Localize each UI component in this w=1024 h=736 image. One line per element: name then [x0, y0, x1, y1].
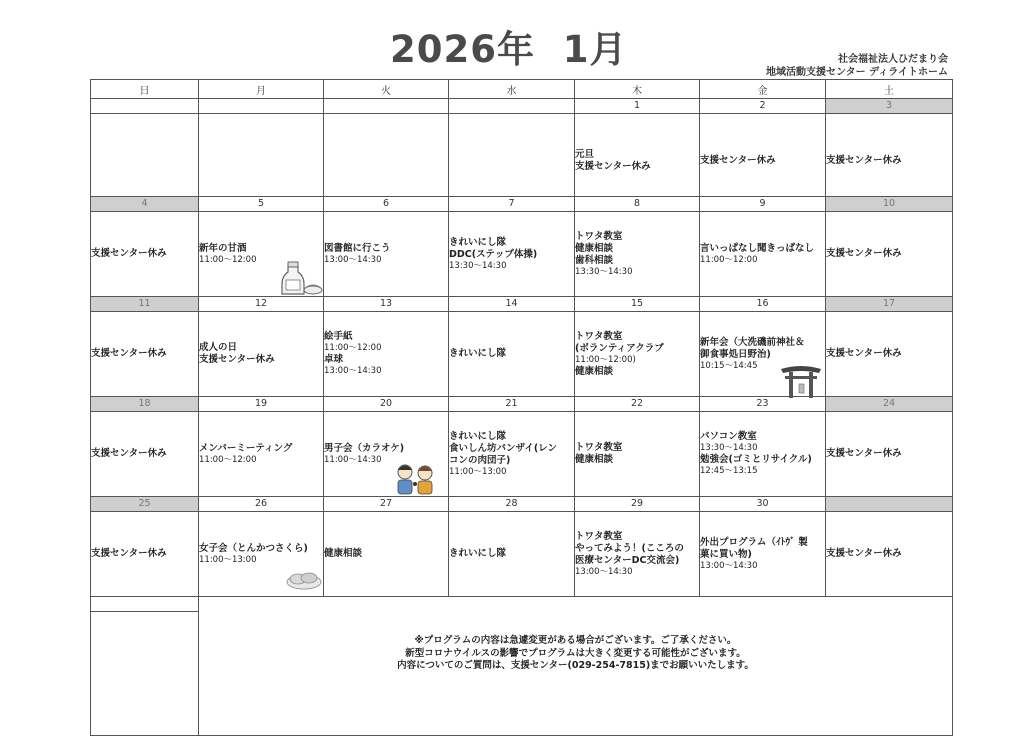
- organization-line-1: 社会福祉法人ひだまり会: [838, 54, 948, 65]
- notes-row: [91, 597, 953, 736]
- day-cell: [826, 114, 953, 197]
- date-cell: 17: [826, 297, 953, 312]
- day-cell: [199, 312, 324, 397]
- date-cell: 2: [700, 99, 826, 114]
- calendar-body: [91, 99, 953, 597]
- event-title: 支援センター休み: [826, 248, 902, 259]
- event-time: 12:45～13:15: [700, 466, 758, 476]
- date-cell: 6: [324, 197, 449, 212]
- weekday-header-row: [91, 80, 953, 99]
- weekday-sunday: 日: [91, 80, 199, 99]
- date-cell: 13: [324, 297, 449, 312]
- event-title: 支援センター休み: [700, 155, 776, 166]
- day-cell: [826, 212, 953, 297]
- day-cell: [91, 114, 199, 197]
- date-cell: 28: [449, 497, 575, 512]
- event-time: 13:30～14:30: [449, 260, 507, 271]
- event-time: 13:00～14:30: [324, 254, 382, 265]
- event-time: 11:00～13:00: [449, 466, 507, 477]
- day-cell: [324, 312, 449, 397]
- date-cell: 14: [449, 297, 575, 312]
- organization-name: [766, 53, 948, 79]
- day-cell: [449, 412, 575, 497]
- date-cell: 24: [826, 397, 953, 412]
- event-title: 健康相談: [324, 548, 363, 559]
- event-title: コンの肉団子): [449, 454, 511, 466]
- event-title: きれいにし隊: [449, 348, 507, 359]
- event-title: 歯科相談: [575, 254, 614, 266]
- event-time: 11:00～12:00: [199, 254, 257, 265]
- event-title: 支援センター休み: [826, 548, 902, 559]
- date-cell: 27: [324, 497, 449, 512]
- day-cell: [575, 212, 700, 297]
- date-row: [91, 397, 953, 412]
- day-cell: [826, 512, 953, 597]
- event-title: 男子会（カラオケ): [324, 442, 405, 454]
- weekday-monday: 月: [199, 80, 324, 99]
- day-cell: [449, 212, 575, 297]
- event-title: メンバーミーティング: [199, 442, 293, 454]
- event-title: トワタ教室: [575, 530, 623, 542]
- notes-left-divider: [91, 597, 198, 612]
- event-title: 支援センター休み: [91, 248, 167, 259]
- day-cell: [575, 512, 700, 597]
- event-title: 勉強会(ゴミとリサイクル): [700, 454, 812, 465]
- day-cell: [700, 114, 826, 197]
- notes-left-cell: [91, 597, 199, 736]
- note-line-3: 内容についてのご質問は、支援センター(029-254-7815)までお願いいたします。: [397, 660, 754, 671]
- event-title: 支援センター休み: [91, 348, 167, 359]
- day-cell: [199, 114, 324, 197]
- day-cell: [91, 312, 199, 397]
- event-title: やってみよう！(こころの: [575, 542, 684, 554]
- event-title: 支援センター休み: [199, 354, 275, 365]
- day-cell: [449, 512, 575, 597]
- date-cell: 10: [826, 197, 953, 212]
- event-title: 新年の甘酒: [199, 242, 247, 254]
- event-title: 支援センター休み: [826, 155, 902, 166]
- event-time: 13:00～14:30: [700, 560, 758, 571]
- event-title: パソコン教室: [700, 431, 757, 442]
- date-cell: 29: [575, 497, 700, 512]
- date-cell: [449, 99, 575, 114]
- date-cell: 15: [575, 297, 700, 312]
- weekday-tuesday: 火: [324, 80, 449, 99]
- organization-line-2: 地域活動支援センター ディライトホーム: [766, 67, 948, 78]
- event-time: 13:00～14:30: [324, 366, 382, 376]
- day-cell: [91, 212, 199, 297]
- events-row: [91, 512, 953, 597]
- day-cell: [575, 114, 700, 197]
- date-cell: 23: [700, 397, 826, 412]
- event-time: 11:00～13:00: [199, 554, 257, 565]
- event-title: 支援センター休み: [575, 161, 651, 172]
- date-cell: 8: [575, 197, 700, 212]
- weekday-wednesday: 水: [449, 80, 575, 99]
- event-title: 外出プログラム（ｲﾄｳﾞ 製: [700, 536, 808, 548]
- event-title: 新年会（大洗磯前神社＆: [700, 336, 805, 348]
- date-row: [91, 497, 953, 512]
- event-title: 健康相談: [575, 242, 614, 254]
- events-row: [91, 114, 953, 197]
- event-title: 言いっぱなし聞きっぱなし: [700, 242, 815, 254]
- event-title: 食いしん坊バンザイ(レン: [449, 442, 557, 454]
- date-cell: 5: [199, 197, 324, 212]
- day-cell: [700, 212, 826, 297]
- event-time: 10:15～14:45: [700, 360, 758, 371]
- date-cell: [199, 99, 324, 114]
- day-cell: [449, 312, 575, 397]
- event-title: きれいにし隊: [449, 236, 507, 248]
- date-cell: 11: [91, 297, 199, 312]
- events-row: [91, 312, 953, 397]
- day-cell: [826, 412, 953, 497]
- day-cell: [575, 412, 700, 497]
- day-cell: [826, 312, 953, 397]
- date-cell: 21: [449, 397, 575, 412]
- event-title: 菓に買い物): [700, 548, 752, 560]
- amazake-bottle-icon: [280, 256, 324, 298]
- day-cell: [575, 312, 700, 397]
- event-title: 女子会（とんかつさくら): [199, 542, 308, 554]
- events-row: [91, 212, 953, 297]
- weekday-saturday: 土: [826, 80, 953, 99]
- event-title: 絵手紙: [324, 331, 353, 342]
- date-cell: 1: [575, 99, 700, 114]
- date-cell: 30: [700, 497, 826, 512]
- date-cell: [91, 99, 199, 114]
- event-title: 支援センター休み: [826, 348, 902, 359]
- event-title: 支援センター休み: [91, 548, 167, 559]
- note-line-1: ※プログラムの内容は急遽変更がある場合がございます。ご了承ください。: [414, 635, 737, 646]
- date-cell: 4: [91, 197, 199, 212]
- singing-kids-icon: [392, 460, 438, 496]
- day-cell: [449, 114, 575, 197]
- day-cell: [199, 412, 324, 497]
- date-row: [91, 99, 953, 114]
- date-row: [91, 297, 953, 312]
- events-row: [91, 412, 953, 497]
- day-cell: [324, 212, 449, 297]
- day-cell: [700, 512, 826, 597]
- date-cell: 22: [575, 397, 700, 412]
- date-cell: 16: [700, 297, 826, 312]
- date-cell: [826, 497, 953, 512]
- event-title: 医療センターDC交流会): [575, 554, 680, 566]
- event-time: 11:00～14:30: [324, 454, 382, 465]
- day-cell: [91, 512, 199, 597]
- date-cell: 7: [449, 197, 575, 212]
- event-title: 支援センター休み: [826, 448, 902, 459]
- event-time: 11:00～12:00: [324, 343, 382, 353]
- event-title: 御食事処日野治): [700, 348, 771, 360]
- date-cell: 9: [700, 197, 826, 212]
- page-title: 2026年 1月: [390, 28, 628, 71]
- date-row: [91, 197, 953, 212]
- event-title: 健康相談: [575, 365, 614, 377]
- event-title: 支援センター休み: [91, 448, 167, 459]
- date-cell: [324, 99, 449, 114]
- tonkatsu-icon: [286, 568, 322, 590]
- event-time: 13:30～14:30: [700, 443, 758, 453]
- weekday-friday: 金: [700, 80, 826, 99]
- date-cell: 19: [199, 397, 324, 412]
- event-title: きれいにし隊: [449, 548, 507, 559]
- date-cell: 3: [826, 99, 953, 114]
- weekday-thursday: 木: [575, 80, 700, 99]
- event-title: 健康相談: [575, 454, 614, 465]
- event-title: トワタ教室: [575, 330, 623, 342]
- date-cell: 18: [91, 397, 199, 412]
- event-time: 11:00～12:00: [199, 454, 257, 465]
- event-title: トワタ教室: [575, 442, 623, 453]
- date-cell: 20: [324, 397, 449, 412]
- event-title: 成人の日: [199, 342, 238, 353]
- event-title: (ボランティアクラブ: [575, 342, 664, 354]
- event-time: 11:00～12:00): [575, 354, 636, 365]
- event-title: 元旦: [575, 149, 595, 160]
- day-cell: [700, 412, 826, 497]
- event-time: 11:00～12:00: [700, 254, 758, 265]
- day-cell: [91, 412, 199, 497]
- date-cell: 26: [199, 497, 324, 512]
- calendar-table: [90, 79, 953, 736]
- torii-gate-icon: [780, 364, 822, 398]
- event-title: DDC(ステップ体操): [449, 248, 538, 260]
- event-title: トワタ教室: [575, 230, 623, 242]
- notes-cell: [199, 597, 953, 736]
- date-cell: 25: [91, 497, 199, 512]
- day-cell: [324, 114, 449, 197]
- note-line-2: 新型コロナウイルスの影響でプログラムは大きく変更する可能性がございます。: [405, 647, 746, 659]
- day-cell: [324, 512, 449, 597]
- event-title: きれいにし隊: [449, 430, 507, 442]
- event-title: 図書館に行こう: [324, 242, 391, 254]
- date-cell: 12: [199, 297, 324, 312]
- event-time: 13:30～14:30: [575, 266, 633, 277]
- event-title: 卓球: [324, 354, 344, 365]
- event-time: 13:00～14:30: [575, 566, 633, 577]
